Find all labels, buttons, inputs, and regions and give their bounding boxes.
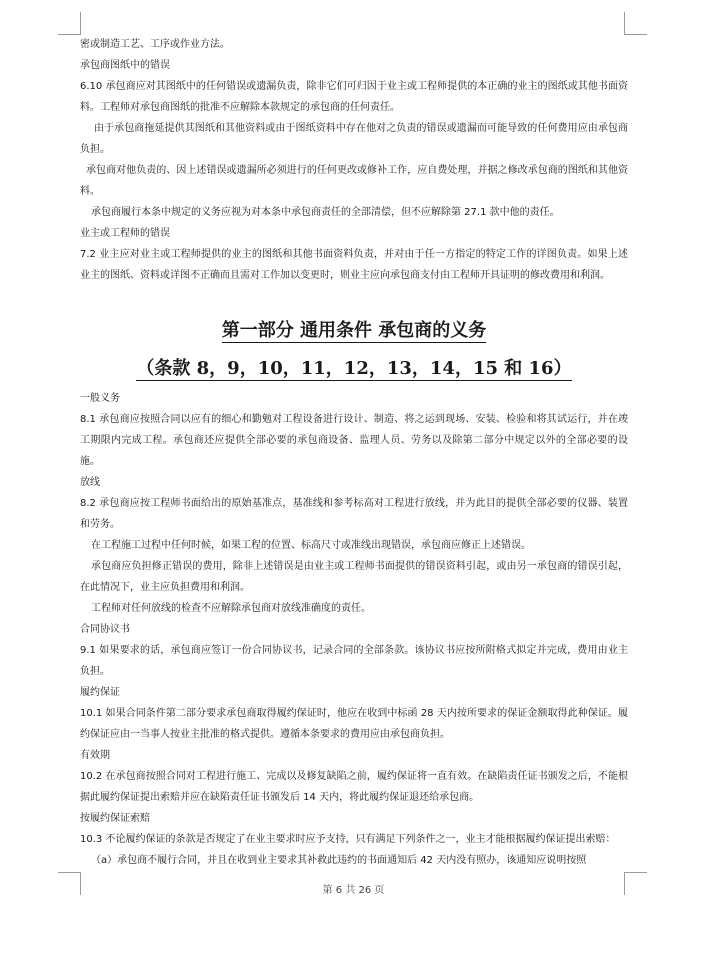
paragraph: 8.2 承包商应按工程师书面给出的原始基准点，基准线和参考标高对工程进行放线，并为此目的提供全部必要的仪器、装置和劳务。 bbox=[80, 498, 628, 530]
top-paragraphs bbox=[80, 34, 628, 286]
crop-mark-top-right bbox=[624, 12, 647, 35]
paragraph: 6.10 承包商应对其图纸中的任何错误或遗漏负责，除非它们可归因于业主或工程师提供的本正确的业主的图纸或其他书面资料。工程师对承包商图纸的批准不应解除本款规定的承包商的任何责任。 bbox=[80, 81, 628, 113]
page-footer: 第 6 共 26 页 bbox=[322, 885, 385, 896]
paragraph: 10.1 如果合同条件第二部分要求承包商取得履约保证时，他应在收到中标函 28 天内按所要求的保证金额取得此种保证。履约保证应由一当事人按业主批准的格式提供。遵循本条要求的费用应由承包商负担。 bbox=[80, 708, 628, 740]
clauses-heading-text: （条款 8，9，10，11，12，13，14，15 和 16） bbox=[136, 358, 572, 379]
paragraph: 工程师对任何放线的检查不应解除承包商对放线准确度的责任。 bbox=[91, 603, 371, 614]
paragraph: 8.1 承包商应按照合同以应有的细心和勤勉对工程设备进行设计、制造、将之运到现场、安装、检验和将其试运行，并在竣工期限内完成工程。承包商还应提供全部必要的承包商设备、监理人员、劳务以及除第二部分中规定以外的全部必要的设施。 bbox=[80, 414, 628, 467]
bottom-paragraphs bbox=[80, 388, 628, 871]
paragraph: 承包商履行本条中规定的义务应视为对本条中承包商责任的全部清偿，但不应解除第 27.1 款中他的责任。 bbox=[91, 207, 560, 218]
crop-mark-top-left bbox=[58, 12, 81, 35]
paragraph: 承包商应负担修正错误的费用，除非上述错误是由业主或工程师书面提供的错误资料引起，或由另一承包商的错误引起，在此情况下，业主应负担费用和利润。 bbox=[80, 561, 628, 593]
paragraph: 在工程施工过程中任何时候，如果工程的位置、标高尺寸或准线出现错误，承包商应修正上述错误。 bbox=[91, 540, 531, 551]
paragraph: 放线 bbox=[80, 477, 100, 488]
paragraph: （a）承包商不履行合同，并且在收到业主要求其补救此违约的书面通知后 42 天内没有照办，该通知应说明按照 bbox=[91, 855, 587, 866]
paragraph: 业主或工程师的错误 bbox=[80, 228, 170, 239]
part-heading-text: 第一部分 通用条件 承包商的义务 bbox=[221, 320, 487, 341]
paragraph: 10.2 在承包商按照合同对工程进行施工、完成以及修复缺陷之前，履约保证将一直有效。在缺陷责任证书颁发之后，不能根据此履约保证提出索赔并应在缺陷责任证书颁发后 14 天内，将此履约保证退还给承包商。 bbox=[80, 771, 628, 803]
paragraph: 合同协议书 bbox=[80, 624, 130, 635]
part-heading bbox=[80, 316, 628, 346]
document-body bbox=[80, 34, 628, 871]
paragraph: 承包商图纸中的错误 bbox=[80, 60, 170, 71]
paragraph: 按履约保证索赔 bbox=[80, 813, 150, 824]
paragraph: 10.3 不论履约保证的条款是否规定了在业主要求时应予支持，只有满足下列条件之一，业主才能根据履约保证提出索赔： bbox=[80, 834, 616, 845]
paragraph: 由于承包商拖延提供其图纸和其他资料或由于图纸资料中存在他对之负责的错误或遗漏而可能导致的任何费用应由承包商负担。 bbox=[80, 123, 628, 155]
paragraph: 履约保证 bbox=[80, 687, 120, 698]
paragraph: 有效期 bbox=[80, 750, 110, 761]
paragraph: 7.2 业主应对业主或工程师提供的业主的图纸和其他书面资料负责，并对由于任一方指定的特定工作的详图负责。如果上述业主的图纸、资料或详图不正确而且需对工作加以变更时，则业主应向承包商支付由工程师开具证明的修改费用和利润。 bbox=[80, 249, 628, 281]
paragraph: 9.1 如果要求的话，承包商应签订一份合同协议书，记录合同的全部条款。该协议书应按所附格式拟定并完成，费用由业主负担。 bbox=[80, 645, 628, 677]
clauses-heading bbox=[80, 354, 628, 384]
paragraph: 密或制造工艺、工序或作业方法。 bbox=[80, 39, 230, 50]
paragraph: 承包商对他负责的、因上述错误或遗漏所必须进行的任何更改或修补工作，应自费处理，并据之修改承包商的图纸和其他资料。 bbox=[80, 165, 628, 197]
paragraph: 一般义务 bbox=[80, 393, 120, 404]
